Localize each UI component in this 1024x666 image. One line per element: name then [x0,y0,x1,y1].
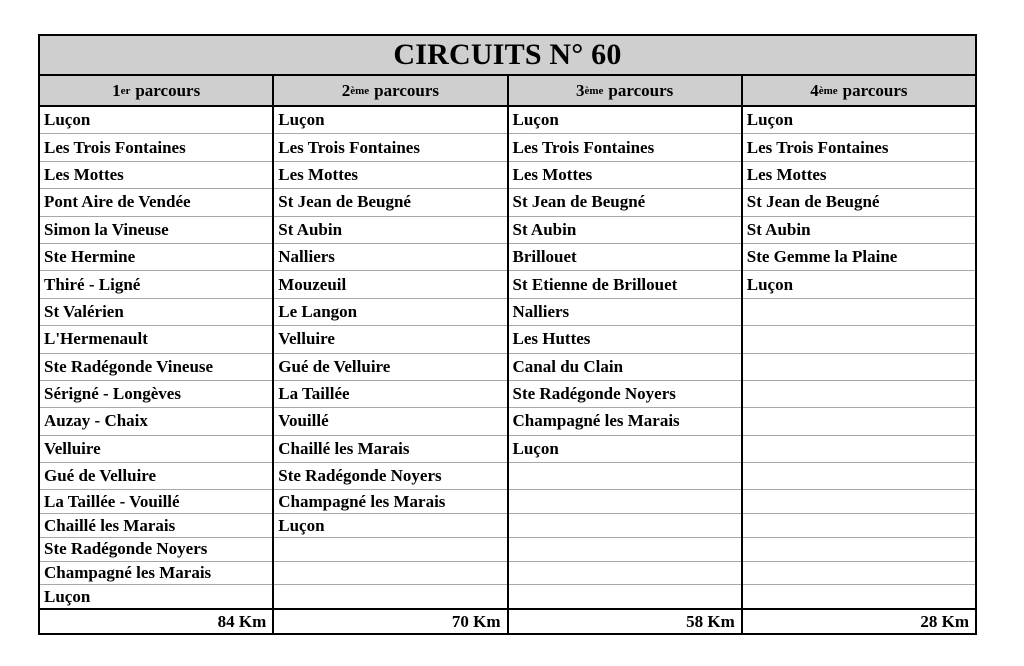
stop-row [509,490,741,514]
stop-row: Velluire [274,326,506,353]
route-distance: 70 Km [451,611,501,631]
stop-row: La Taillée [274,381,506,408]
header-number: 1 [112,80,121,100]
stop-row: Ste Radégonde Noyers [40,538,272,562]
stop-row: St Jean de Beugné [509,189,741,216]
stop-row [743,354,975,381]
stop-row: Pont Aire de Vendée [40,189,272,216]
stop-row: Les Huttes [509,326,741,353]
stop-row: Ste Gemme la Plaine [743,244,975,271]
title-bar [40,36,975,76]
stop-row: St Aubin [509,217,741,244]
header-label: parcours [608,80,674,100]
stop-row [743,463,975,490]
stop-row [743,514,975,538]
stop-row [509,562,741,586]
stop-row: Thiré - Ligné [40,271,272,298]
stop-row: Sérigné - Longèves [40,381,272,408]
stop-row: Champagné les Marais [40,562,272,586]
stop-row: Ste Radégonde Noyers [274,463,506,490]
route-distance: 58 Km [686,611,735,631]
stop-row: Les Mottes [743,162,975,189]
stop-row [743,585,975,610]
stop-row [743,538,975,562]
header-label: parcours [135,80,201,100]
route-column [40,76,274,633]
route-column [509,76,743,633]
stop-list [274,107,506,610]
column-header: 2 ème parcours [274,76,506,107]
stop-row: Les Mottes [274,162,506,189]
stop-row: Simon la Vineuse [40,217,272,244]
stop-row [743,381,975,408]
stop-row [743,490,975,514]
stop-row: Mouzeuil [274,271,506,298]
stop-row: St Etienne de Brillouet [509,271,741,298]
stop-row: Luçon [509,107,741,134]
stop-row [509,585,741,610]
column-header: 4 ème parcours [743,76,975,107]
stop-row: Luçon [40,585,272,610]
circuits-table [38,34,977,635]
stop-row: Nalliers [509,299,741,326]
stop-row: Gué de Velluire [40,463,272,490]
stop-row: Les Trois Fontaines [274,134,506,161]
stop-row: Champagné les Marais [274,490,506,514]
stop-row: Ste Radégonde Vineuse [40,354,272,381]
stop-row: Vouillé [274,408,506,435]
route-column [743,76,975,633]
stop-row: St Aubin [743,217,975,244]
header-number: 2 [341,80,351,100]
stop-row: Les Trois Fontaines [743,134,975,161]
stop-row: Velluire [40,436,272,463]
stop-row: St Jean de Beugné [743,189,975,216]
stop-row: Luçon [40,107,272,134]
stop-row: Champagné les Marais [509,408,741,435]
header-label: parcours [374,80,440,100]
stop-row: Le Langon [274,299,506,326]
stop-row: Luçon [509,436,741,463]
route-distance: 28 Km [920,611,969,631]
stop-row: Luçon [743,271,975,298]
stop-row: St Aubin [274,217,506,244]
column-header: 3 ème parcours [509,76,741,107]
stop-row: Auzay - Chaix [40,408,272,435]
stop-row: St Valérien [40,299,272,326]
stop-row [509,463,741,490]
stop-row [743,299,975,326]
column-header: 1 er parcours [40,76,272,107]
stop-row: Chaillé les Marais [274,436,506,463]
stop-row: Ste Hermine [40,244,272,271]
stop-list [509,107,741,610]
header-label: parcours [842,80,908,100]
stop-row: Les Mottes [40,162,272,189]
stop-list [40,107,272,610]
stop-row: La Taillée - Vouillé [40,490,272,514]
stop-row: Les Trois Fontaines [40,134,272,161]
stop-row [743,408,975,435]
stop-row: St Jean de Beugné [274,189,506,216]
stop-row [274,585,506,610]
stop-row [743,326,975,353]
route-column [274,76,508,633]
stop-row: Nalliers [274,244,506,271]
stop-row [743,562,975,586]
stop-row: Brillouet [509,244,741,271]
stop-row: Canal du Clain [509,354,741,381]
stop-row [509,538,741,562]
stop-row: Luçon [274,514,506,538]
header-number: 3 [575,80,585,100]
stop-row [509,514,741,538]
stop-row: Luçon [743,107,975,134]
stop-row: Les Mottes [509,162,741,189]
header-number: 4 [810,80,819,100]
stop-row: Gué de Velluire [274,354,506,381]
stop-row [274,562,506,586]
stop-row: Chaillé les Marais [40,514,272,538]
stop-row [743,436,975,463]
page-title: CIRCUITS N° 60 [393,38,622,71]
stop-row: Les Trois Fontaines [509,134,741,161]
columns-area [40,76,975,633]
stop-row [274,538,506,562]
stop-row: L'Hermenault [40,326,272,353]
stop-row: Luçon [274,107,506,134]
route-distance: 84 Km [217,611,267,631]
stop-list [743,107,975,610]
stop-row: Ste Radégonde Noyers [509,381,741,408]
